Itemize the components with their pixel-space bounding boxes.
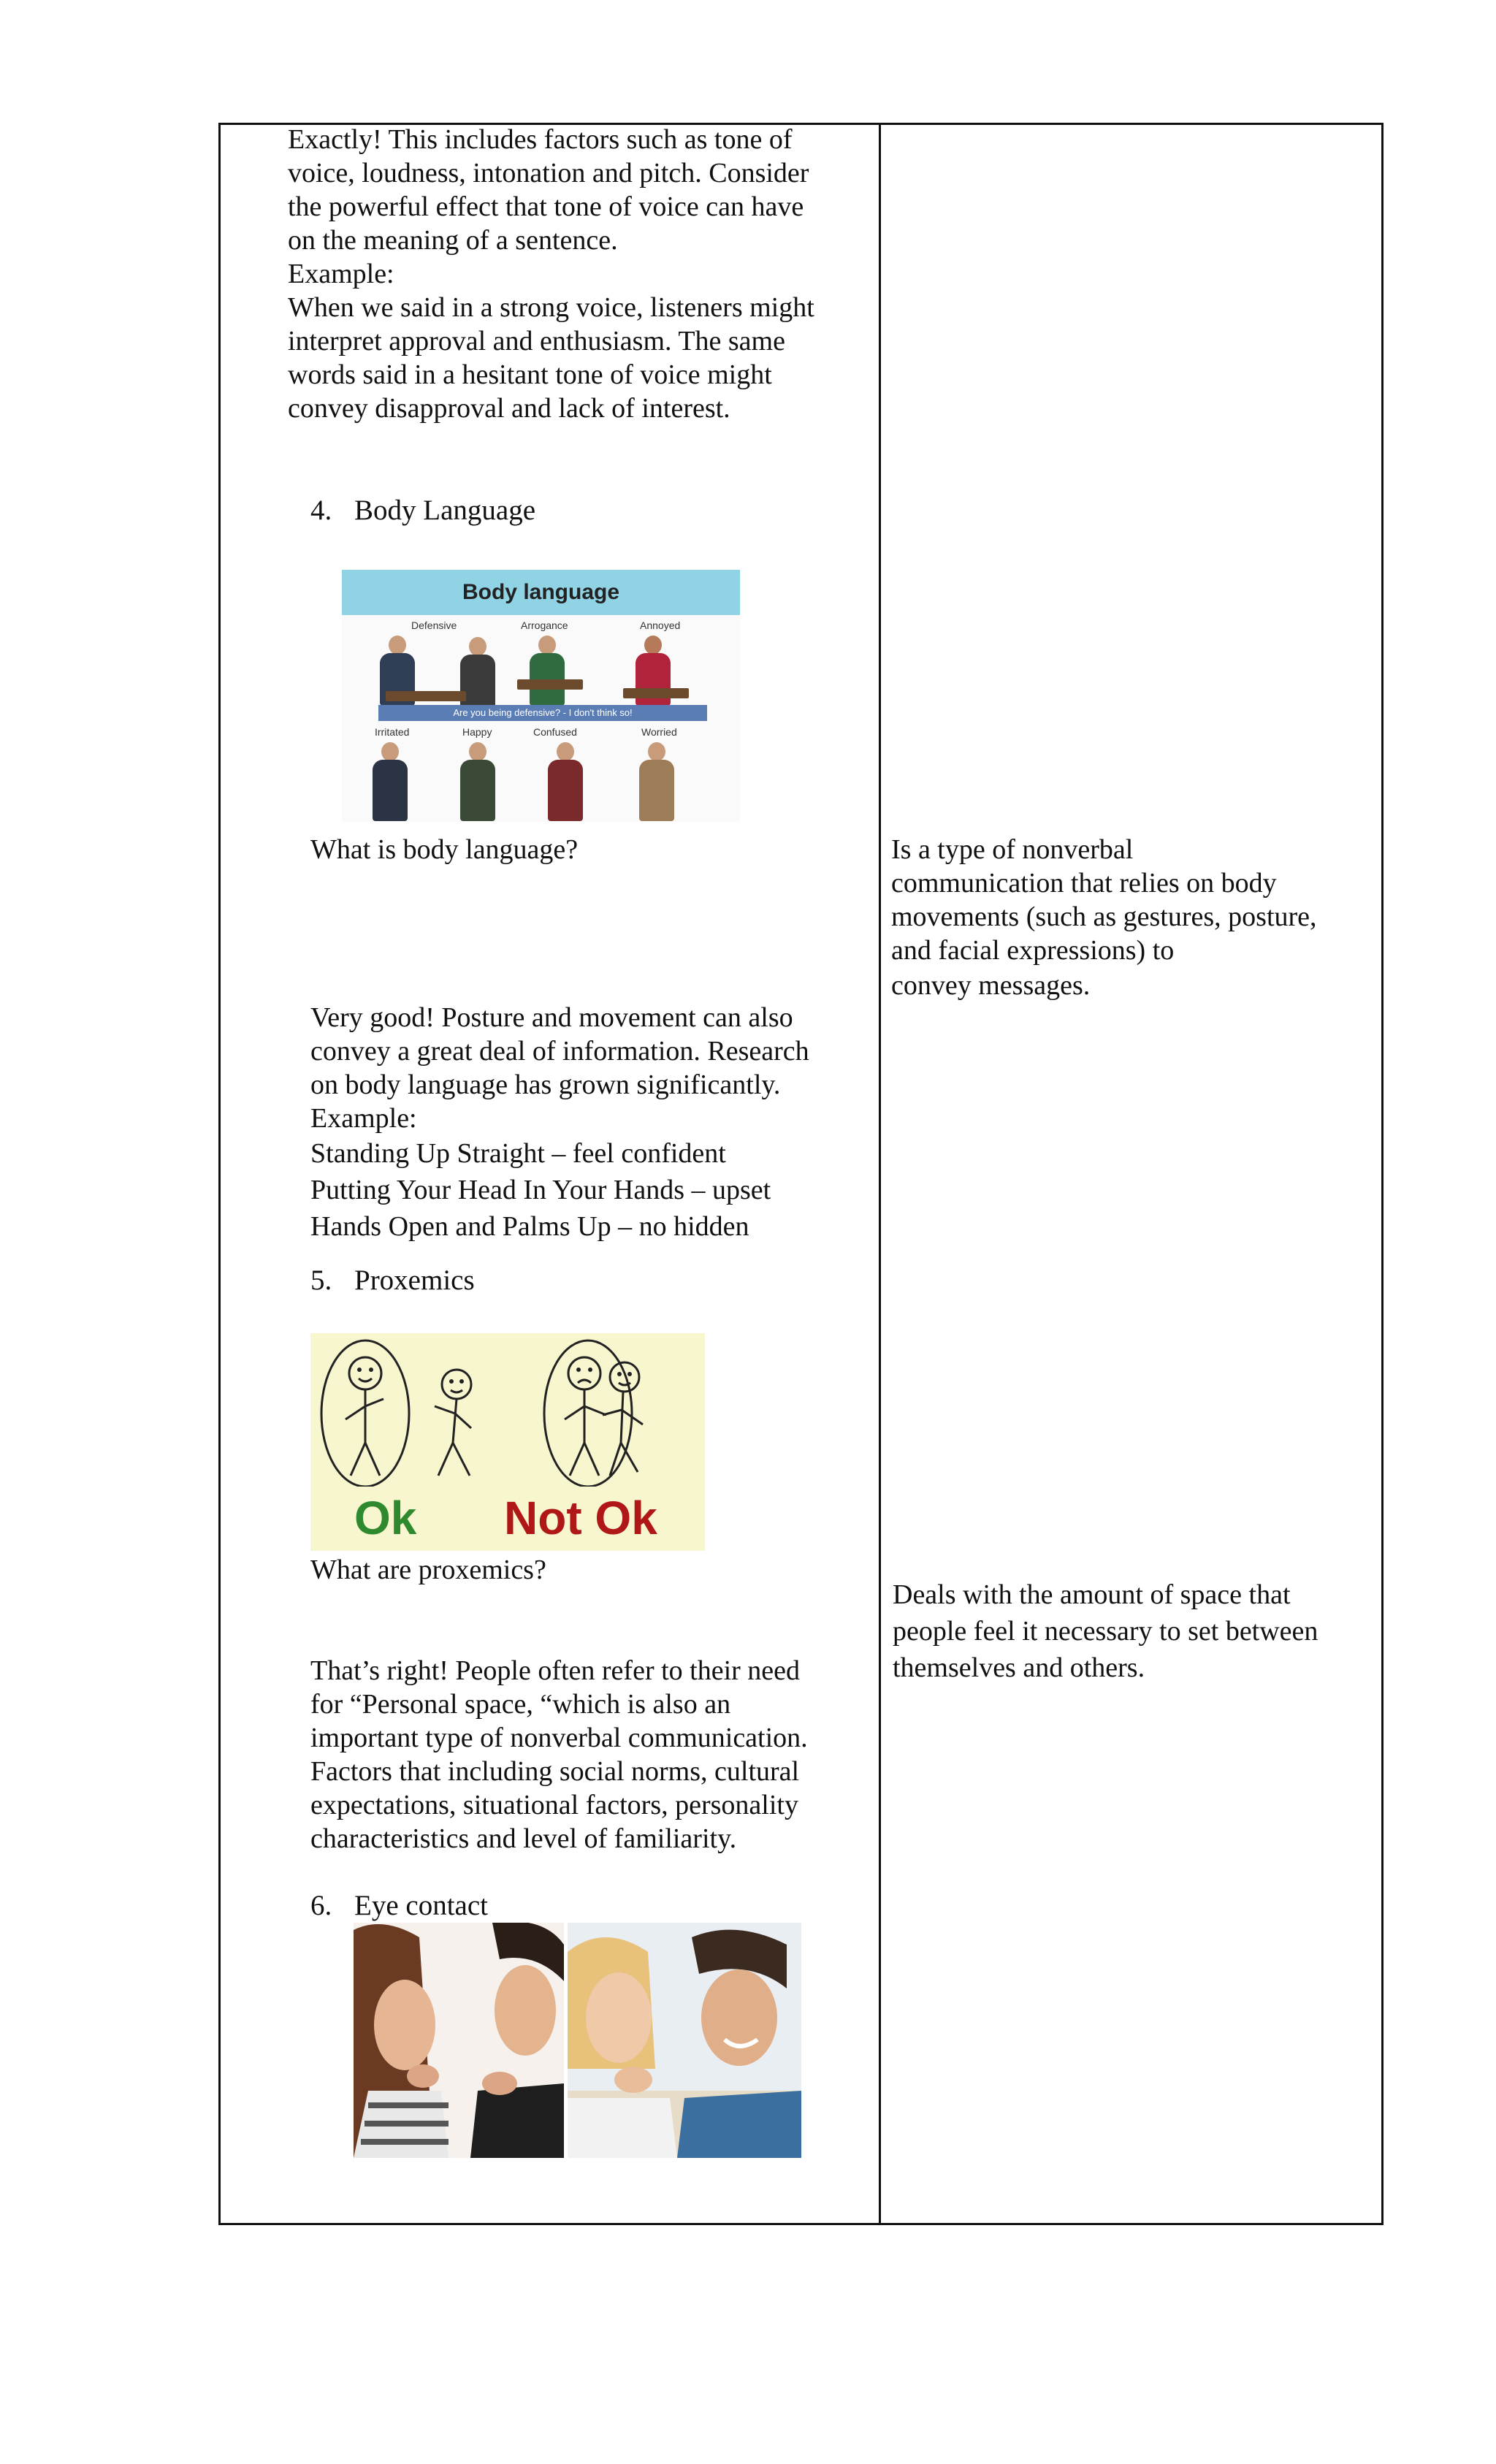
eye-contact-photo-right bbox=[568, 1923, 801, 2158]
figure-label: Irritated bbox=[375, 726, 410, 738]
intro-line: on the meaning of a sentence. bbox=[288, 225, 618, 256]
answer-line: communication that relies on body bbox=[891, 868, 1277, 899]
answer-line: Is a type of nonverbal bbox=[891, 834, 1134, 865]
response-line: expectations, situational factors, personality bbox=[310, 1790, 798, 1820]
answer-line: movements (such as gestures, posture, bbox=[891, 901, 1317, 932]
figure-label: Happy bbox=[462, 726, 492, 738]
question-proxemics: What are proxemics? bbox=[310, 1555, 546, 1585]
question-body-language: What is body language? bbox=[310, 834, 579, 865]
proxemics-image bbox=[310, 1333, 705, 1551]
answer-line: convey messages. bbox=[891, 970, 1091, 1001]
intro-line: interpret approval and enthusiasm. The same bbox=[288, 326, 785, 356]
section-number: 5. bbox=[310, 1265, 332, 1296]
response-line: Hands Open and Palms Up – no hidden bbox=[310, 1211, 749, 1242]
response-line: Example: bbox=[310, 1103, 417, 1134]
response-line: convey a great deal of information. Research bbox=[310, 1036, 809, 1067]
response-line: Putting Your Head In Your Hands – upset bbox=[310, 1175, 771, 1205]
figure-desk bbox=[386, 691, 466, 701]
figure-person bbox=[459, 742, 497, 815]
body-language-image bbox=[342, 570, 740, 822]
response-line: important type of nonverbal communication. bbox=[310, 1723, 808, 1753]
figure-caption-strip: Are you being defensive? - I don't think so! bbox=[378, 705, 707, 721]
intro-line: When we said in a strong voice, listeners might bbox=[288, 292, 814, 323]
section-title: Proxemics bbox=[354, 1265, 475, 1296]
section-heading-proxemics bbox=[310, 1264, 475, 1297]
eye-contact-photo-left bbox=[354, 1923, 564, 2158]
figure-label: Worried bbox=[641, 726, 677, 738]
figure-desk bbox=[623, 688, 689, 698]
answer-line: themselves and others. bbox=[893, 1652, 1145, 1683]
figure-banner: Body language bbox=[342, 570, 740, 615]
figure-person bbox=[528, 636, 566, 706]
section-heading-eye-contact bbox=[310, 1889, 488, 1923]
making-eye-contact-illustration bbox=[568, 1923, 801, 2158]
figure-person bbox=[638, 742, 676, 815]
section-heading-body-language bbox=[310, 494, 535, 527]
response-line: Factors that including social norms, cultural bbox=[310, 1756, 800, 1787]
section-number: 4. bbox=[310, 495, 332, 526]
intro-line: convey disapproval and lack of interest. bbox=[288, 393, 730, 424]
figure-person bbox=[371, 742, 409, 815]
section-number: 6. bbox=[310, 1890, 332, 1921]
figure-label: Annoyed bbox=[640, 619, 681, 631]
intro-line: the powerful effect that tone of voice can have bbox=[288, 191, 804, 222]
figure-label: Defensive bbox=[411, 619, 457, 631]
figure-label: Confused bbox=[533, 726, 577, 738]
answer-line: people feel it necessary to set between bbox=[893, 1616, 1318, 1647]
answer-line: and facial expressions) to bbox=[891, 935, 1175, 966]
response-line: Standing Up Straight – feel confident bbox=[310, 1138, 726, 1169]
answer-line: Deals with the amount of space that bbox=[893, 1579, 1291, 1610]
intro-line: voice, loudness, intonation and pitch. Consider bbox=[288, 158, 809, 188]
intro-line: Example: bbox=[288, 259, 394, 289]
figure-person bbox=[546, 742, 584, 815]
response-line: for “Personal space, “which is also an bbox=[310, 1689, 731, 1720]
stick-figures-illustration bbox=[310, 1333, 705, 1487]
response-line: characteristics and level of familiarity. bbox=[310, 1823, 737, 1854]
intro-line: words said in a hesitant tone of voice might bbox=[288, 359, 772, 390]
intro-line: Exactly! This includes factors such as tone of bbox=[288, 124, 793, 155]
section-title: Body Language bbox=[354, 495, 536, 526]
response-line: on body language has grown significantly. bbox=[310, 1069, 781, 1100]
avoiding-eye-contact-illustration bbox=[354, 1923, 564, 2158]
figure-desk bbox=[517, 679, 583, 690]
response-line: Very good! Posture and movement can also bbox=[310, 1002, 793, 1033]
ok-label: Ok bbox=[354, 1492, 417, 1544]
not-ok-label: Not Ok bbox=[504, 1492, 657, 1544]
section-title: Eye contact bbox=[354, 1890, 488, 1921]
column-divider bbox=[879, 123, 881, 2225]
figure-label: Arrogance bbox=[521, 619, 568, 631]
response-line: That’s right! People often refer to their need bbox=[310, 1655, 801, 1686]
